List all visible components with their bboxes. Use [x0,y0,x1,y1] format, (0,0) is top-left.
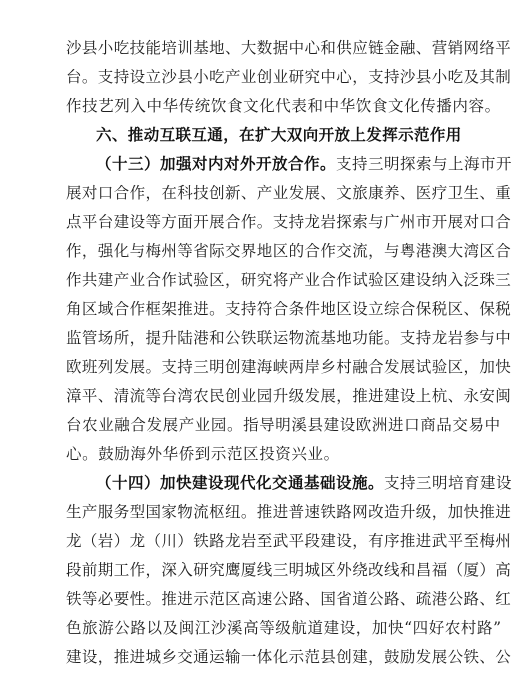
para13-line-5: 作共建产业合作试验区，研究将产业合作试验区建设纳入泛珠三 [66,271,512,289]
para14-line-5: 铁等必要性。推进示范区高速公路、国省道公路、疏港公路、红 [66,590,512,608]
para13-lead: （十三）加强对内对外开放合作。 [96,154,337,173]
para13-line-8: 欧班列发展。支持三明创建海峡两岸乡村融合发展试验区，加快 [66,358,512,376]
intro-line-1: 沙县小吃技能培训基地、大数据中心和供应链金融、营销网络平 [66,39,512,57]
para14-line-3: 龙（岩）龙（川）铁路龙岩至武平段建设，有序推进武平至梅州 [66,532,512,550]
para13-line-6: 角区域合作框架推进。支持符合条件地区设立综合保税区、保税 [66,300,512,318]
para13-first-line [96,153,512,175]
section-heading: 六、推动互联互通，在扩大双向开放上发挥示范作用 [96,126,462,144]
para13-line-4: 作，强化与梅州等省际交界地区的合作交流，与粤港澳大湾区合 [66,242,512,260]
para13-line-9: 漳平、清流等台湾农民创业园升级发展，推进建设上杭、永安闽 [66,387,512,405]
para13-line-10: 台农业融合发展产业园。指导明溪县建设欧洲进口商品交易中 [66,416,501,434]
para14-line-2: 生产服务型国家物流枢纽。推进普速铁路网改造升级，加快推进 [66,503,512,521]
para13-line-7: 监管场所，提升陆港和公铁联运物流基地功能。支持龙岩参与中 [66,329,512,347]
para14-line-6: 色旅游公路以及闽江沙溪高等级航道建设，加快“四好农村路” [66,619,502,637]
para13-line-2: 展对口合作，在科技创新、产业发展、文旅康养、医疗卫生、重 [66,184,512,202]
intro-line-3: 作技艺列入中华传统饮食文化代表和中华饮食文化传播内容。 [66,97,501,115]
para14-first-line [96,472,512,494]
intro-line-2: 台。支持设立沙县小吃产业创业研究中心，支持沙县小吃及其制 [66,68,512,86]
para13-line-11: 心。鼓励海外华侨到示范区投资兴业。 [66,445,340,463]
para14-lead: （十四）加快建设现代化交通基础设施。 [96,473,385,492]
para14-line-7: 建设，推进城乡交通运输一体化示范县创建，鼓励发展公铁、公 [66,648,512,666]
para14-line-4: 段前期工作，深入研究鹰厦线三明城区外绕改线和昌福（厦）高 [66,561,512,579]
para14-first-line-rest: 支持三明培育建设 [384,474,513,492]
para13-line-3: 点平台建设等方面开展合作。支持龙岩探索与广州市开展对口合 [66,213,512,231]
para13-first-line-rest: 支持三明探索与上海市开 [336,155,513,173]
